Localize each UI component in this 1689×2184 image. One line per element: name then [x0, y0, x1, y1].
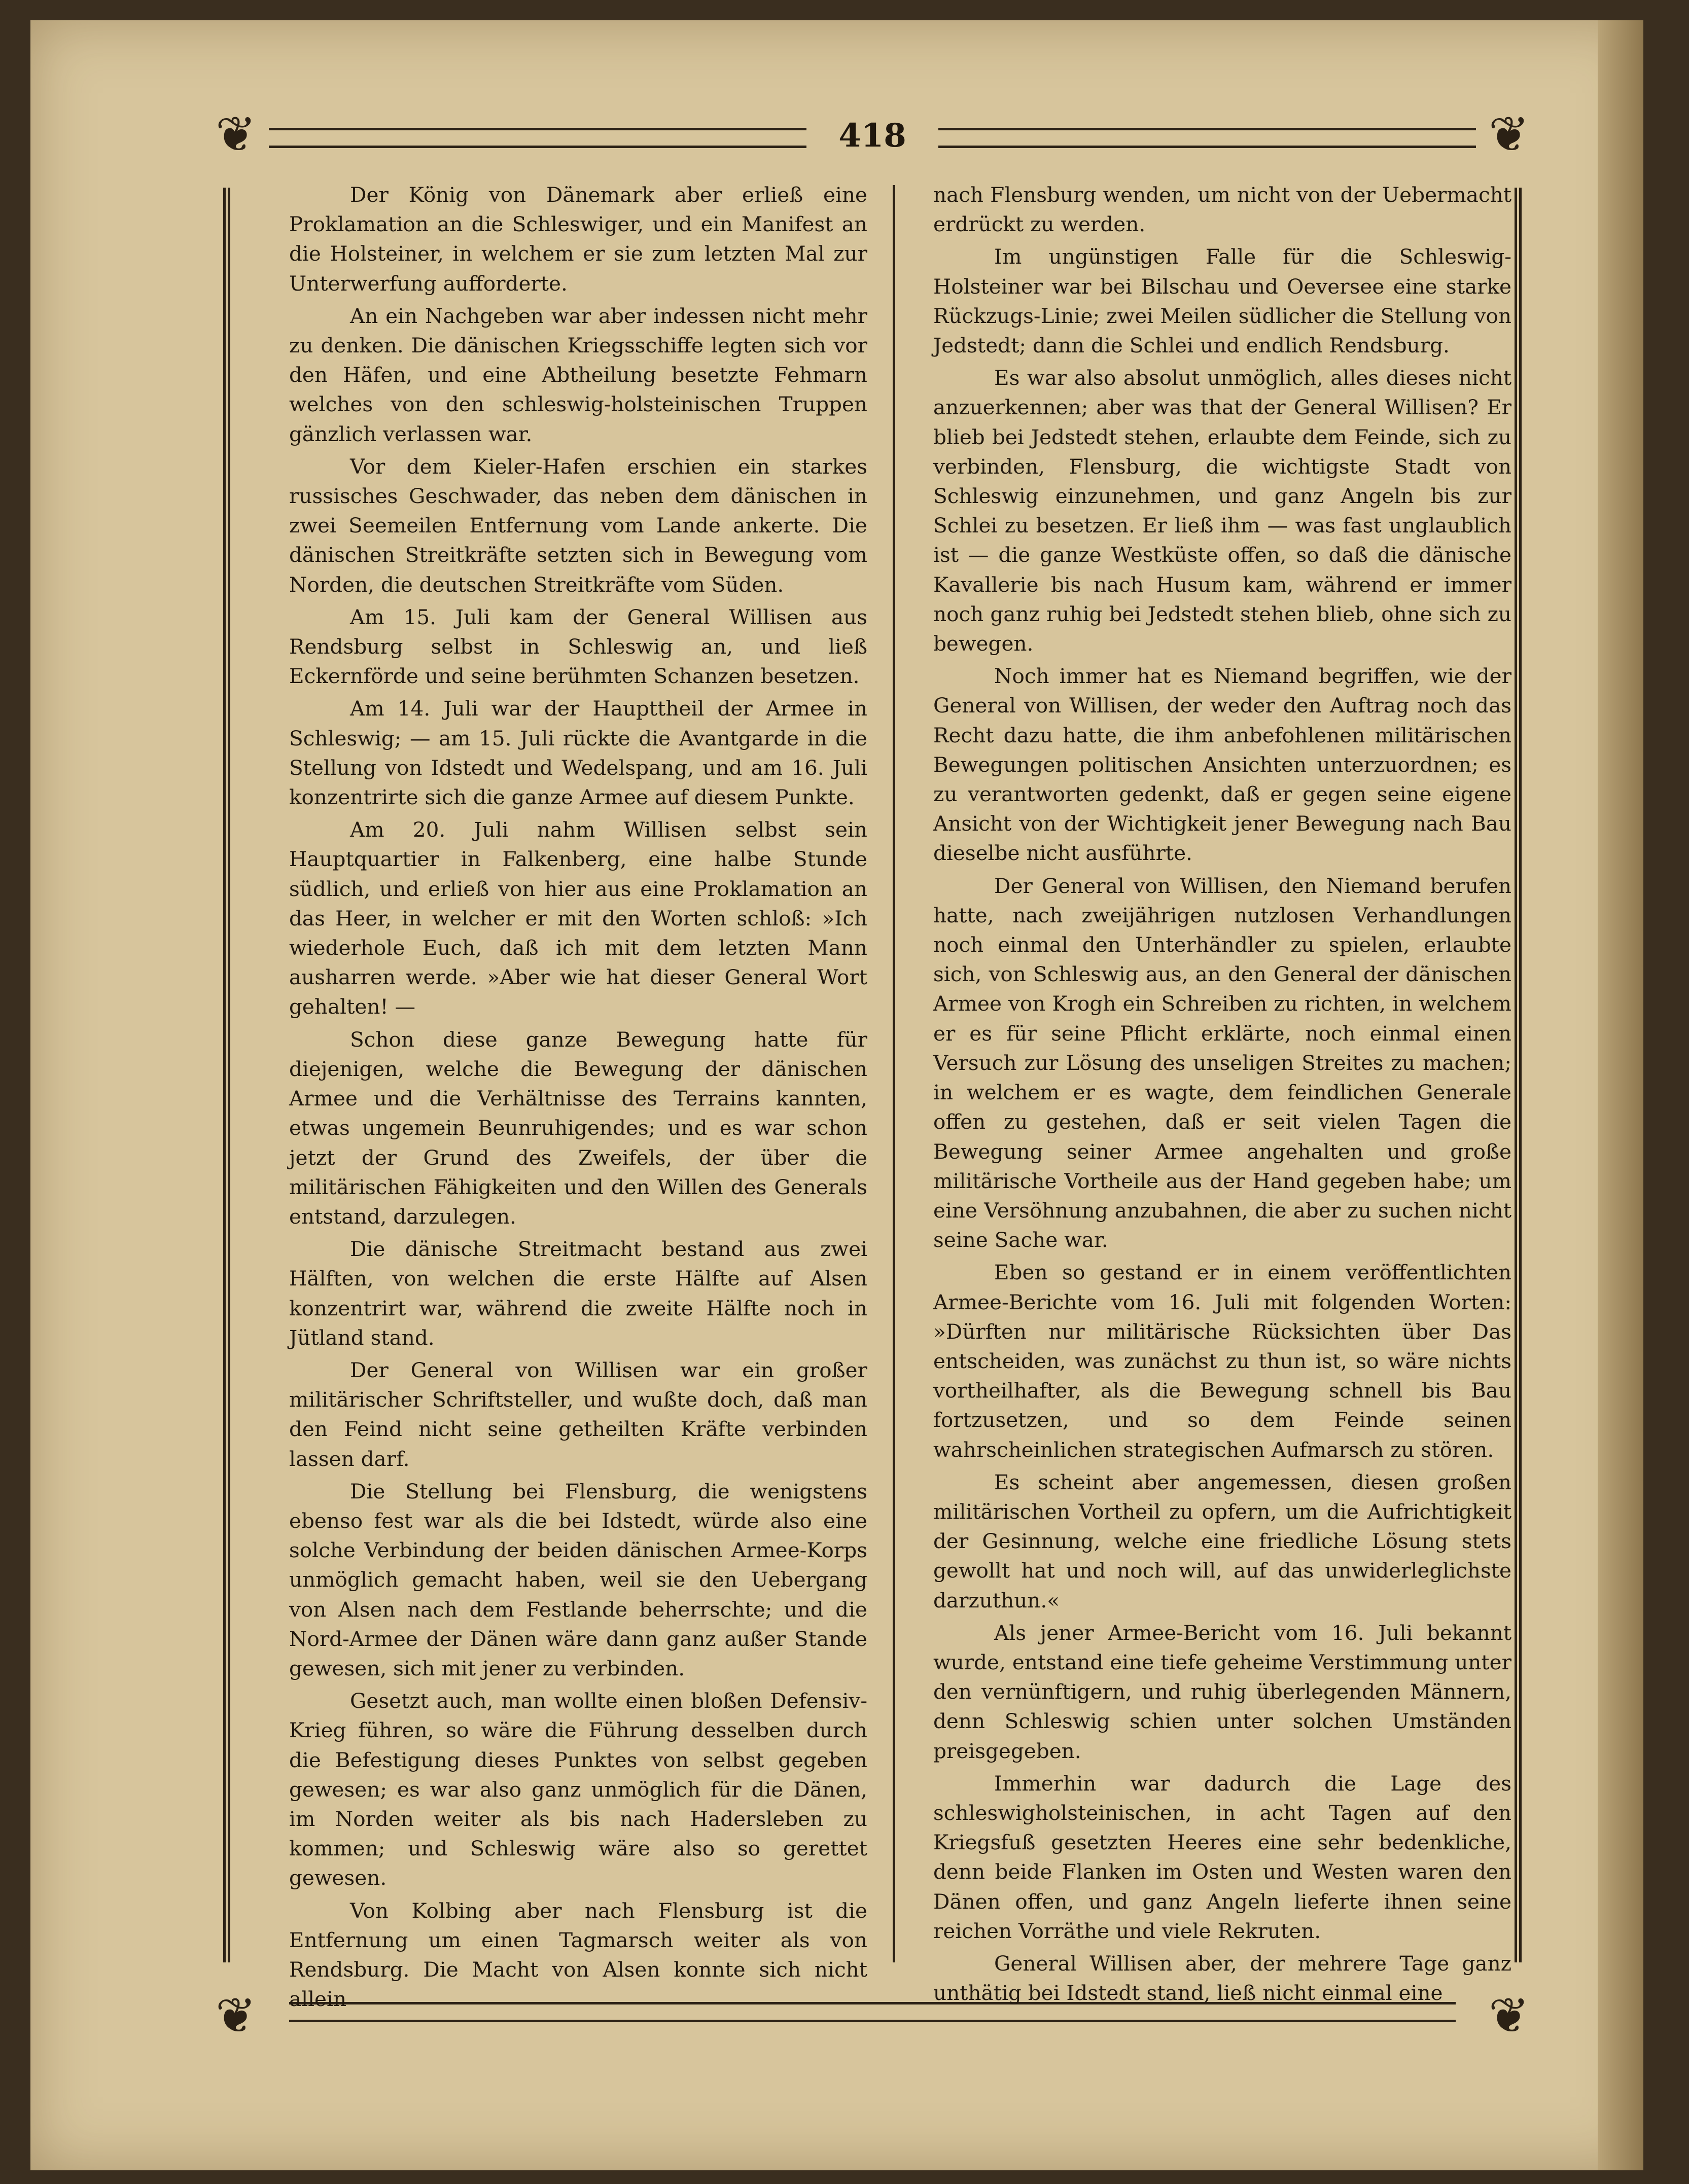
paragraph: Der General von Willisen, den Niemand berufen hatte, nach zweijährigen nutzlosen Verhandlungen noch einmal den Unterhändler zu spielen, erlaubte sich, von Schleswig aus, an den General der dänischen Armee von Krogh ein Schreiben zu richten, in welchem er es für seine Pflicht erklärte, noch einmal einen Versuch zur Lösung des unseligen Streites zu machen; in welchem er es wagte, dem feindlichen Generale offen zu gestehen, daß er seit vielen Tagen die Bewegung seiner Armee angehalten und große militärische Vortheile aus der Hand gegeben habe; um eine Versöhnung anzubahnen, die aber zu suchen nicht seine Sache war.	[933, 873, 1511, 1252]
frame-border-right	[1515, 188, 1522, 1962]
paragraph: Am 14. Juli war der Haupttheil der Armee in Schleswig; — am 15. Juli rückte die Avantgarde in die Stellung von Idstedt und Wedelspang, und am 16. Juli konzentrirte sich die ganze Armee auf diesem Punkte.	[289, 696, 867, 810]
paragraph: Gesetzt auch, man wollte einen bloßen Defensiv-Krieg führen, so wäre die Führung desselben durch die Befestigung dieses Punktes von selbst gegeben gewesen; es war also ganz unmöglich für die Dänen, im Norden weiter als bis nach Hadersleben zu kommen; und Schleswig wäre also so gerettet gewesen.	[289, 1689, 867, 1890]
paragraph: nach Flensburg wenden, um nicht von der Uebermacht erdrückt zu werden.	[933, 183, 1511, 237]
ornament-flourish-icon: ❦	[215, 1987, 257, 2044]
page-edge	[1598, 20, 1643, 2170]
ornament-flourish-icon: ❦	[1488, 1987, 1530, 2044]
paragraph: Es scheint aber angemessen, diesen großen militärischen Vortheil zu opfern, um die Aufrichtigkeit der Gesinnung, welche eine friedliche Lösung stets gewollt hat und noch will, auf das unwiderleglichste darzuthun.«	[933, 1470, 1511, 1613]
page-number: 418	[838, 117, 906, 155]
left-column	[289, 180, 867, 2017]
paragraph: Der König von Dänemark aber erließ eine Proklamation an die Schleswiger, und ein Manifest an die Holsteiner, in welchem er sie zum letzten Mal zur Unterwerfung aufforderte.	[289, 183, 867, 296]
paragraph: Im ungünstigen Falle für die Schleswig-Holsteiner war bei Bilschau und Oeversee eine starke Rückzugs-Linie; zwei Meilen südlicher die Stellung von Jedstedt; dann die Schlei und endlich Rendsburg.	[933, 244, 1511, 358]
paragraph: Der General von Willisen war ein großer militärischer Schriftsteller, und wußte doch, daß man den Feind nicht seine getheilten Kräfte verbinden lassen darf.	[289, 1357, 867, 1471]
header-rule-right	[938, 128, 1476, 148]
right-column	[933, 180, 1511, 2011]
paragraph: General Willisen aber, der mehrere Tage ganz unthätig bei Idstedt stand, ließ nicht einmal eine	[933, 1951, 1511, 2006]
paragraph: Am 20. Juli nahm Willisen selbst sein Hauptquartier in Falkenberg, eine halbe Stunde südlich, und erließ von hier aus eine Proklamation an das Heer, in welcher er mit den Worten schloß: »Ich wiederhole Euch, daß ich mit dem letzten Mann ausharren werde. »Aber wie hat dieser General Wort gehalten! —	[289, 817, 867, 1019]
header-rule-left	[269, 128, 806, 148]
ornament-flourish-icon: ❦	[215, 106, 257, 163]
paragraph: Immerhin war dadurch die Lage des schleswigholsteinischen, in acht Tagen auf den Kriegsfuß gesetzten Heeres eine sehr bedenkliche, denn beide Flanken im Osten und Westen waren den Dänen offen, und ganz Angeln lieferte ihnen seine reichen Vorräthe und viele Rekruten.	[933, 1771, 1511, 1943]
paragraph: Von Kolbing aber nach Flensburg ist die Entfernung um einen Tagmarsch weiter als von Rendsburg. Die Macht von Alsen konnte sich nicht allein	[289, 1898, 867, 2012]
paragraph: Die dänische Streitmacht bestand aus zwei Hälften, von welchen die erste Hälfte auf Alsen konzentrirt war, während die zweite Hälfte noch in Jütland stand.	[289, 1237, 867, 1350]
paragraph: Es war also absolut unmöglich, alles dieses nicht anzuerkennen; aber was that der General Willisen? Er blieb bei Jedstedt stehen, erlaubte dem Feinde, sich zu verbinden, Flensburg, die wichtigste Stadt von Schleswig einzunehmen, und ganz Angeln bis zur Schlei zu besetzen. Er ließ ihm — was fast unglaublich ist — die ganze Westküste offen, so daß die dänische Kavallerie bis nach Husum kam, während er immer noch ganz ruhig bei Jedstedt stehen blieb, ohne sich zu bewegen.	[933, 366, 1511, 656]
paragraph: Vor dem Kieler-Hafen erschien ein starkes russisches Geschwader, das neben dem dänischen in zwei Seemeilen Entfernung vom Lande ankerte. Die dänischen Streitkräfte setzten sich in Bewegung vom Norden, die deutschen Streitkräfte vom Süden.	[289, 454, 867, 597]
page	[30, 20, 1643, 2170]
frame-border-left	[223, 188, 230, 1962]
paragraph: Eben so gestand er in einem veröffentlichten Armee-Berichte vom 16. Juli mit folgenden Worten: »Dürften nur militärische Rücksichten über Das entscheiden, was zunächst zu thun ist, so wäre nichts vortheilhafter, als die Bewegung schnell bis Bau fortzusetzen, und so dem Feinde seinen wahrscheinlichen strategischen Aufmarsch zu stören.	[933, 1260, 1511, 1462]
paragraph: Noch immer hat es Niemand begriffen, wie der General von Willisen, der weder den Auftrag noch das Recht dazu hatte, die ihm anbefohlenen militärischen Bewegungen politischen Ansichten unterzuordnen; es zu verantworten gedenkt, daß er gegen seine eigene Ansicht von der Wichtigkeit jener Bewegung nach Bau dieselbe nicht ausführte.	[933, 664, 1511, 866]
ornament-flourish-icon: ❦	[1488, 106, 1530, 163]
paragraph: Schon diese ganze Bewegung hatte für diejenigen, welche die Bewegung der dänischen Armee und die Verhältnisse des Terrains kannten, etwas ungemein Beunruhigendes; und es war schon jetzt der Grund des Zweifels, der über die militärischen Fähigkeiten und den Willen des Generals entstand, darzulegen.	[289, 1027, 867, 1229]
paragraph: Als jener Armee-Bericht vom 16. Juli bekannt wurde, entstand eine tiefe geheime Verstimmung unter den vernünftigern, und ruhig überlegenden Männern, denn Schleswig schien unter solchen Umständen preisgegeben.	[933, 1620, 1511, 1763]
paragraph: An ein Nachgeben war aber indessen nicht mehr zu denken. Die dänischen Kriegsschiffe legten sich vor den Häfen, und eine Abtheilung besetzte Fehmarn welches von den schleswig-holsteinischen Truppen gänzlich verlassen war.	[289, 303, 867, 446]
paragraph: Die Stellung bei Flensburg, die wenigstens ebenso fest war als die bei Idstedt, würde also eine solche Verbindung der beiden dänischen Armee-Korps unmöglich gemacht haben, weil sie den Uebergang von Alsen nach dem Festlande beherrschte; und die Nord-Armee der Dänen wäre dann ganz außer Stande gewesen, sich mit jener zu verbinden.	[289, 1479, 867, 1680]
ornamental-frame	[213, 106, 1532, 2044]
column-divider	[893, 185, 895, 1962]
paragraph: Am 15. Juli kam der General Willisen aus Rendsburg selbst in Schleswig an, und ließ Eckernförde und seine berühmten Schanzen besetzen.	[289, 604, 867, 689]
